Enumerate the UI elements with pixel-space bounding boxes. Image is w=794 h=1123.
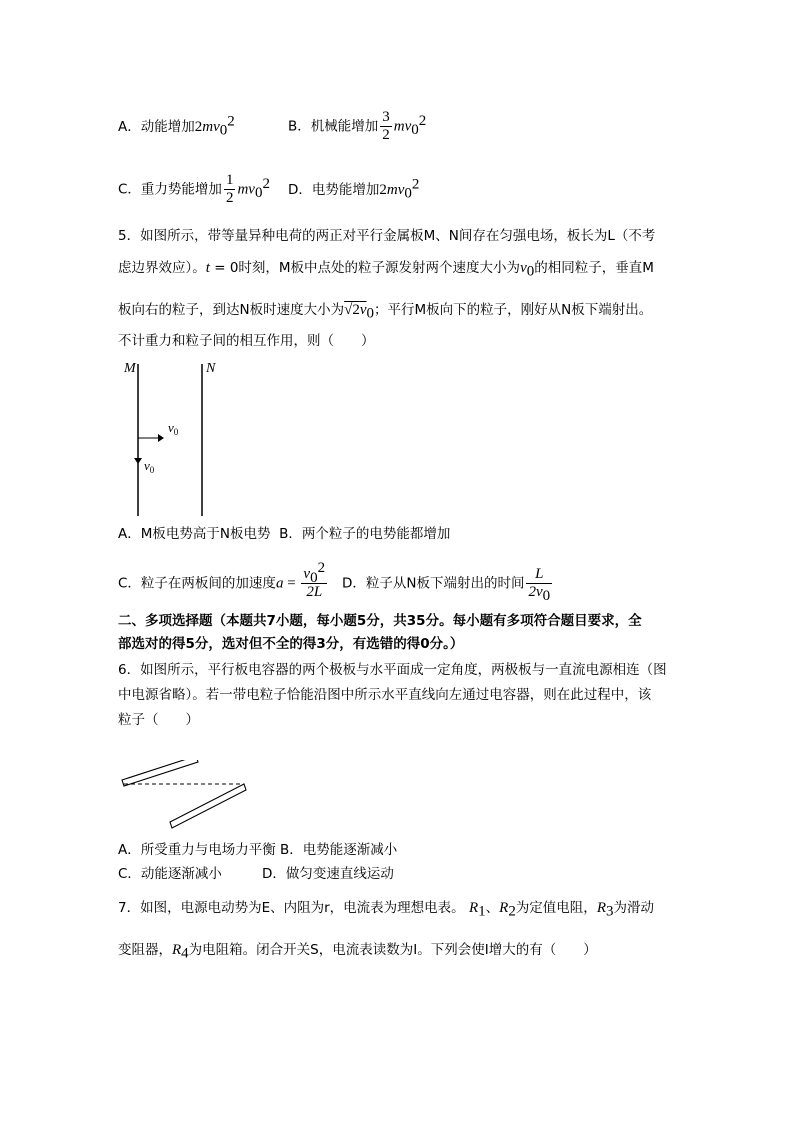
label-v0-down: $v_0$ <box>144 458 155 475</box>
q4-option-d: D．电势能增加$2mv_0^2$ <box>288 176 420 202</box>
capacitor-plate-upper <box>122 760 198 786</box>
q4-option-a: A．动能增加$2mv_0^2$ <box>118 113 235 139</box>
q5-line-1: 5．如图所示，带等量异种电荷的两正对平行金属板M、N间存在匀强电场，板长为L（不考 <box>118 228 656 244</box>
arrowhead-down <box>134 458 142 464</box>
arrowhead-right <box>158 434 164 442</box>
capacitor-plate-lower <box>170 784 246 828</box>
q6-figure <box>118 760 258 835</box>
q4-option-c: C．重力势能增加 $\frac{1}{2}$ $mv_0^2$ <box>118 172 270 206</box>
q5-line-3: 板向右的粒子，到达N板时速度大小为$√2\overline{v}_0$；平行M板向下的粒子，刚好从N板下端射出。 <box>118 302 653 322</box>
label-v0-right: $v_0$ <box>168 420 179 437</box>
q5-options-ab: A．M板电势高于N板电势 B．两个粒子的电势能都增加 <box>118 526 451 542</box>
q5-line-4: 不计重力和粒子间的相互作用，则（ ） <box>118 333 375 349</box>
q5-line-2: 虑边界效应）。t = 0时刻，M板中点处的粒子源发射两个速度大小为$v_0$的相同粒子，垂直M <box>118 260 654 280</box>
label-m: M <box>124 361 136 376</box>
q6-line-3: 粒子（ ） <box>118 712 199 728</box>
label-n: N <box>206 361 216 376</box>
q5-figure <box>118 358 228 520</box>
q6-line-2: 中电源省略）。若一带电粒子恰能沿图中所示水平直线向左通过电容器，则在此过程中，该 <box>118 687 652 703</box>
q6-line-1: 6．如图所示，平行板电容器的两个极板与水平面成一定角度，两极板与一直流电源相连（图 <box>118 662 667 678</box>
q7-line-1: 7．如图，电源电动势为E、内阻为r，电流表为理想电表。 $R_1$、$R_2$为定值电阻，$R_3$为滑动 <box>118 900 654 920</box>
section-2-heading: 二、多项选择题（本题共7小题，每小题5分，共35分。每小题有多项符合题目要求，全 <box>118 613 642 629</box>
q4-option-b: B．机械能增加 $\frac{3}{2}$ $mv_0^2$ <box>288 109 427 143</box>
q5-options-cd: C．粒子在两板间的加速度a = $\frac{v_0^2}{2L}$ D．粒子从N板下端射出的时间 $\frac{L}{2v_0}$ <box>118 560 551 604</box>
q6-options-ab: A．所受重力与电场力平衡 B．电势能逐渐减小 <box>118 842 398 858</box>
q7-line-2: 变阻器，$R_4$为电阻箱。闭合开关S，电流表读数为I。下列会使I增大的有（ ） <box>118 942 597 962</box>
q6-options-cd: C．动能逐渐减小 D．做匀变速直线运动 <box>118 866 394 882</box>
section-2-heading-cont: 部选对的得5分，选对但不全的得3分，有选错的得0分。） <box>118 636 464 652</box>
